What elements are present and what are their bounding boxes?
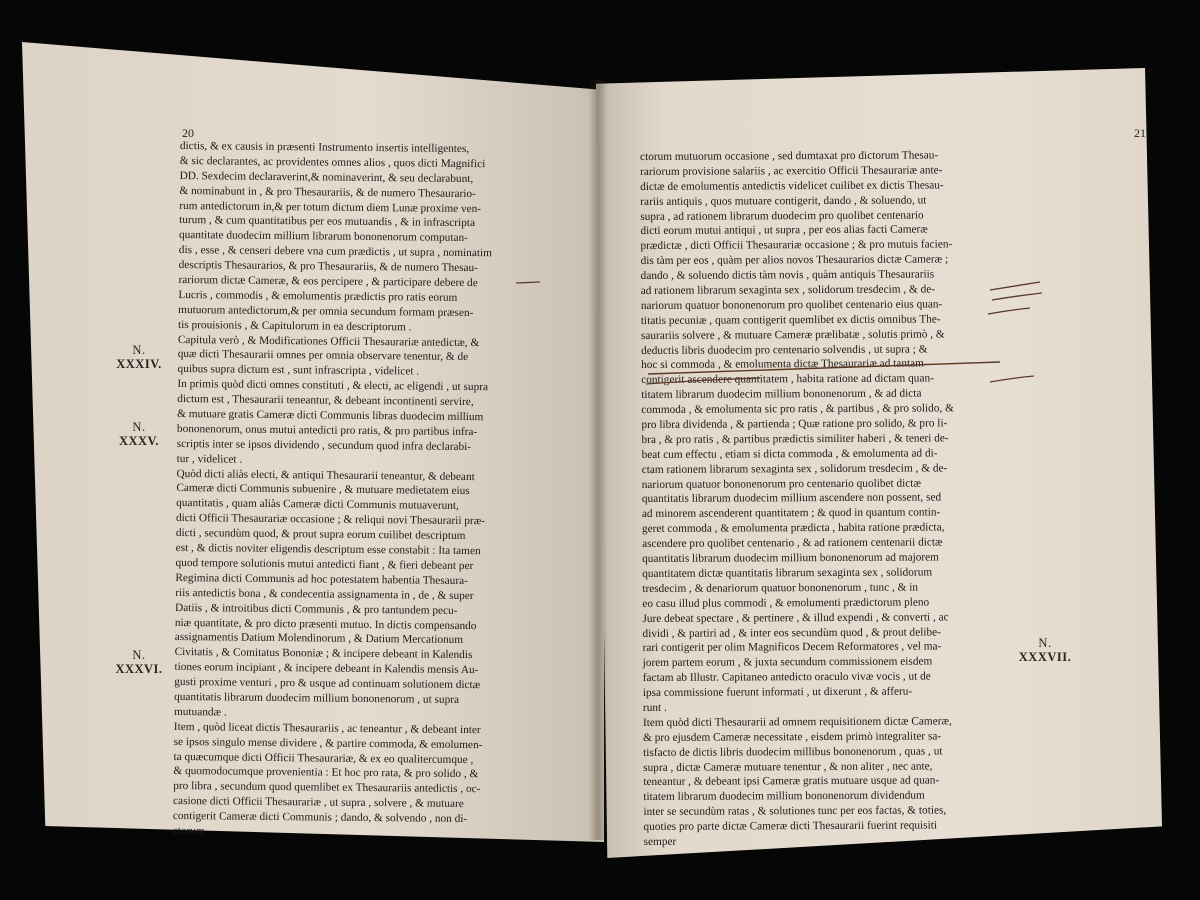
- text-line: quæ dicti Thesaurarii omnes per omnia observare tenentur, & de: [177, 348, 469, 364]
- text-line: pro libra dividenda , & partienda ; Quæ ratione pro solido, & pro li-: [641, 417, 948, 432]
- marker-label: N.: [132, 648, 146, 662]
- text-line: rariorum provisione salariis , ac exercitio Officii Thesaurariæ ante-: [640, 164, 943, 178]
- text-line: Jure debeat spectare , & pertinere , & illud expendi , & converti , ac: [642, 611, 949, 625]
- marker-label: N.: [1038, 636, 1052, 650]
- text-line: quantitatis librarum duodecim millium bononenorum ad majorem: [642, 551, 939, 566]
- text-line: riis antedictis bona , & condecentia assignamenta in , de , & super: [175, 586, 474, 602]
- marker-roman: XXXV.: [118, 434, 160, 448]
- text-line: titatem librarum duodecim millium bononenorum dividendum: [643, 789, 925, 804]
- text-line: Civitatis , & Comitatus Bononiæ ; & incipere debeant in Kalendis: [174, 646, 473, 662]
- text-line: contigerit ascendere quantitatem , habita ratione ad dictam quan-: [641, 372, 934, 387]
- text-line: & quomodocumque provenientia : Et hoc pro rata, & pro solido , &: [173, 765, 479, 781]
- text-line: Quòd dicti aliàs electi, & antiqui Thesaurarii teneantur, & debeant: [176, 467, 475, 483]
- text-line: dictæ de emolumentis antedictis videlicet cuilibet ex dictis Thesau-: [640, 179, 944, 193]
- text-line: dando , & soluendo dictis tàm novis , quàm antiquis Thesaurariis: [640, 268, 935, 283]
- text-line: Datiis , & introitibus dicti Communis , & pro tantundem pecu-: [175, 601, 458, 617]
- text-line: Cameræ dicti Communis subuenire , & mutuare medietatem eius: [176, 482, 470, 498]
- text-line: tresdecim , & denariorum quatuor bononenorum , tunc , & in: [642, 581, 919, 595]
- marker-roman: XXXVI.: [115, 662, 163, 676]
- text-line: factam ab Illustr. Capitaneo antedicto oraculo vivæ vocis , ut de: [642, 670, 931, 685]
- text-line: teneantur , & debeant ipsi Cameræ gratis mutuare usque ad quan-: [643, 774, 940, 789]
- text-line: rariis antiquis , quos mutuare contigerit, dando , & soluendo, ut: [640, 194, 927, 208]
- text-line: runt .: [642, 701, 667, 714]
- text-line: dicti Officii Thesaurariæ occasione ; & reliqui novi Thesaurarii præ-: [175, 512, 486, 528]
- text-line: commoda , & emolumenta sic pro ratis , & partibus , & pro solido, &: [641, 402, 954, 417]
- text-line: dicti eorum mutui antiqui , ut supra , per eos alias facti Cameræ: [640, 223, 928, 238]
- marker-label: N.: [132, 420, 146, 434]
- text-line: quantitate duodecim millium librarum bononenorum computan-: [178, 229, 468, 245]
- text-line: supra , ad rationem librarum duodecim pro quolibet centenario: [640, 209, 924, 223]
- text-line: saurariis solvere , & mutuare Cameræ prælibatæ , solutis primò , &: [640, 328, 945, 342]
- text-line: ascendere pro quolibet centenario , & ad rationem centenarii dictæ: [642, 536, 943, 551]
- text-line: pro libra , secundum quod quemlibet ex Thesaurariis antedictis , oc-: [173, 780, 481, 796]
- text-line: geret commoda , & emolumenta prædicta , habita ratione prædicta,: [641, 521, 945, 536]
- text-line: tur , videlicet .: [176, 452, 243, 466]
- text-line: ta quæcumque dicti Officii Thesaurariæ, & ex eo qualitercumque ,: [173, 750, 474, 766]
- text-line: supra , dictæ Cameræ mutuare tenentur , & non aliter , nec ante,: [643, 759, 933, 774]
- text-line: inter se secundùm ratas , & solutiones tunc per eos factas, & toties,: [643, 804, 947, 819]
- text-line: quantitatis librarum duodecim millium ascendere non possent, sed: [641, 491, 942, 506]
- marker-label: N.: [132, 343, 146, 357]
- text-line: & sic declarantes, ac providentes omnes alios , quos dicti Magnifici: [179, 154, 486, 171]
- text-line: ctam rationem librarum sexaginta sex , solidorum tresdecim , & de-: [641, 462, 948, 476]
- text-line: quantitatis , quam aliàs Cameræ dicti Communis mutuaverunt,: [176, 497, 459, 513]
- text-line: titatis pecuniæ , quam contigerit quemlibet ex dictis omnibus The-: [640, 313, 941, 327]
- text-line: rum antedictorum in,& per totum dictum diem Lunæ proxime ven-: [179, 199, 482, 215]
- marker-roman: XXXIV.: [116, 357, 162, 371]
- text-line: ad rationem librarum sexaginta sex , solidorum tresdecim , & de-: [640, 283, 936, 298]
- text-line: scriptis inter se ipsos dividendo , secundum quod infra declarabi-: [176, 437, 472, 453]
- text-line: Lucris , commodis , & emolumentis prædictis pro ratis eorum: [178, 288, 458, 304]
- text-line: assignamentis Datium Molendinorum , & Datium Mercationum: [174, 631, 464, 647]
- text-line: se ipsos singulo mense dividere , & partire commoda, & emolumen-: [173, 735, 483, 751]
- text-line: dis , esse , & censeri debere vna cum prædictis , ut supra , nominatim: [178, 244, 492, 260]
- text-line: tiones eorum incipiant , & incipere debeant in Kalendis mensis Au-: [174, 661, 479, 677]
- text-line: dividi , & partiri ad , & inter eos secundùm quod , & prout delibe-: [642, 625, 941, 640]
- text-line: bra , & pro ratis , & partibus prædictis similiter haberi , & teneri de-: [641, 432, 949, 446]
- text-line: tisfacto de dictis libris duodecim millibus bononenorum , quas , ut: [643, 745, 943, 759]
- right-page-text: [640, 148, 956, 849]
- text-line: quantitatis librarum duodecim millium bononenorum , ut supra: [174, 690, 460, 706]
- text-line: rariorum dictæ Cameræ, & eos percipere , & participare debere de: [178, 274, 478, 290]
- text-line: quibus supra dictum est , sunt infrascripta , videlicet .: [177, 363, 420, 378]
- left-page-text: [173, 139, 493, 842]
- text-line: quoties pro parte dictæ Cameræ dicti Thesaurarii fuerint requisiti: [643, 819, 938, 834]
- text-line: & mutuare gratis Cameræ dicti Communis libras duodecim millium: [177, 408, 484, 424]
- text-line: jorem partem eorum , & juxta secundum commissionem eisdem: [642, 655, 933, 670]
- text-line: turum , & cum quantitatibus per eos mutuandis , & in infrascripta: [179, 214, 476, 230]
- text-line: mutuorum antedictorum,& per omnia secundum formam præsen-: [178, 303, 474, 319]
- text-line: gusti proxime venturi , pro & usque ad continuam solutionem dictæ: [174, 676, 481, 692]
- text-line: nariorum quatuor bononenorum pro quolibet centenario eius quan-: [640, 298, 943, 312]
- marker-roman: XXXVII.: [1018, 650, 1072, 664]
- text-line: eo casu illud plus commodi , & emolumenti prædictorum pleno: [642, 596, 930, 610]
- text-line: ctorum mutuorum occasione , sed dumtaxat pro dictorum Thesau-: [640, 149, 939, 163]
- text-line: quod tempore solutionis mutui antedicti fiant , & fieri debeant per: [175, 556, 474, 573]
- text-line: descriptis Thesaurarios, & pro Thesaurariis, & de numero Thesau-: [178, 259, 479, 275]
- text-line: Regimina dicti Communis ad hoc potestatem habentia Thesaura-: [175, 571, 468, 587]
- text-line: In primis quòd dicti omnes constituti , & electi, ac eligendi , ut supra: [177, 378, 489, 394]
- left-page-number: 20: [182, 126, 194, 140]
- text-line: tis prouisionis , & Capitulorum in ea descriptorum .: [177, 318, 412, 334]
- text-line: prædictæ , dicti Officii Thesaurariæ occasione ; & pro mutuis facien-: [640, 238, 953, 253]
- text-line: ad minorem ascenderent quantitatem ; & quod in quantum contin-: [641, 506, 941, 521]
- text-line: quantitatem dictæ quantitatis librarum sexaginta sex , solidorum: [642, 566, 933, 580]
- text-line: Item quòd dicti Thesaurarii ad omnem requisitionem dictæ Cameræ,: [642, 715, 952, 729]
- marginal-number-37: [1010, 636, 1080, 664]
- text-line: dictis, & ex causis in præsenti Instrumento insertis intelligentes,: [179, 139, 470, 156]
- text-line: est , & dictis noviter eligendis descriptum esse constabit : Ita tamen: [175, 542, 481, 558]
- text-line: semper: [643, 835, 677, 848]
- text-line: Capitula verò , & Modificationes Officii Thesaurariæ antedictæ, &: [177, 333, 480, 349]
- text-line: rari contigerit per olim Magnificos Decem Reformatores , vel ma-: [642, 640, 942, 655]
- right-page-number: 21: [1134, 126, 1146, 140]
- text-line: dictum est , Thesaurarii teneantur, & debeant incontinenti servire,: [177, 393, 474, 409]
- text-line: deductis libris duodecim pro centenario solvendis , ut supra ; &: [641, 343, 928, 357]
- text-line: & nominabunt in , & pro Thesaurariis, & de numero Thesaurario-: [179, 184, 476, 200]
- text-line: niæ quantitate, & pro dicto præsenti mutuo. In dictis compensando: [174, 616, 477, 632]
- book-gutter: [588, 80, 608, 840]
- text-line: Item , quòd liceat dictis Thesaurariis , ac teneantur , & debeant inter: [173, 720, 481, 736]
- text-line: casione dicti Officii Thesaurariæ , ut supra , solvere , & mutuare: [173, 795, 464, 811]
- marginal-number-35: [104, 420, 174, 448]
- text-line: & pro ejusdem Cameræ necessitate , eisdem primò integraliter sa-: [643, 730, 942, 744]
- text-line: mutuandæ .: [173, 705, 227, 719]
- text-line: ctorum: [172, 824, 205, 838]
- marginal-number-34: [104, 343, 174, 371]
- text-line: hoc si commoda , & emolumenta dictæ Thesaurariæ ad tantam: [641, 357, 924, 372]
- text-line: titatem librarum duodecim millium bononenorum , & ad dicta: [641, 387, 922, 402]
- text-line: dicti , secundùm quod, & prout supra eorum cuilibet descriptum: [175, 527, 466, 543]
- marginal-number-36: [104, 648, 174, 676]
- text-line: bononenorum, onus mutui antedicti pro ratis, & pro partibus infra-: [176, 422, 478, 439]
- text-line: ipsa commissione fuerunt informati , ut dixerunt , & afferu-: [642, 685, 913, 700]
- text-line: DD. Sexdecim declaraverint,& nominaverint, & seu declarabunt,: [179, 169, 474, 185]
- text-line: beat cum effectu , etiam si dicta commoda , & emolumenta ad di-: [641, 447, 938, 461]
- text-line: dis tàm per eos , quàm per alios novos Thesaurarios dictæ Cameræ ;: [640, 253, 949, 268]
- text-line: nariorum quatuor bononenorum pro centenario quolibet dictæ: [641, 477, 921, 491]
- text-line: contigerit Cameræ dicti Communis ; dando, & solvendo , non di-: [172, 810, 468, 826]
